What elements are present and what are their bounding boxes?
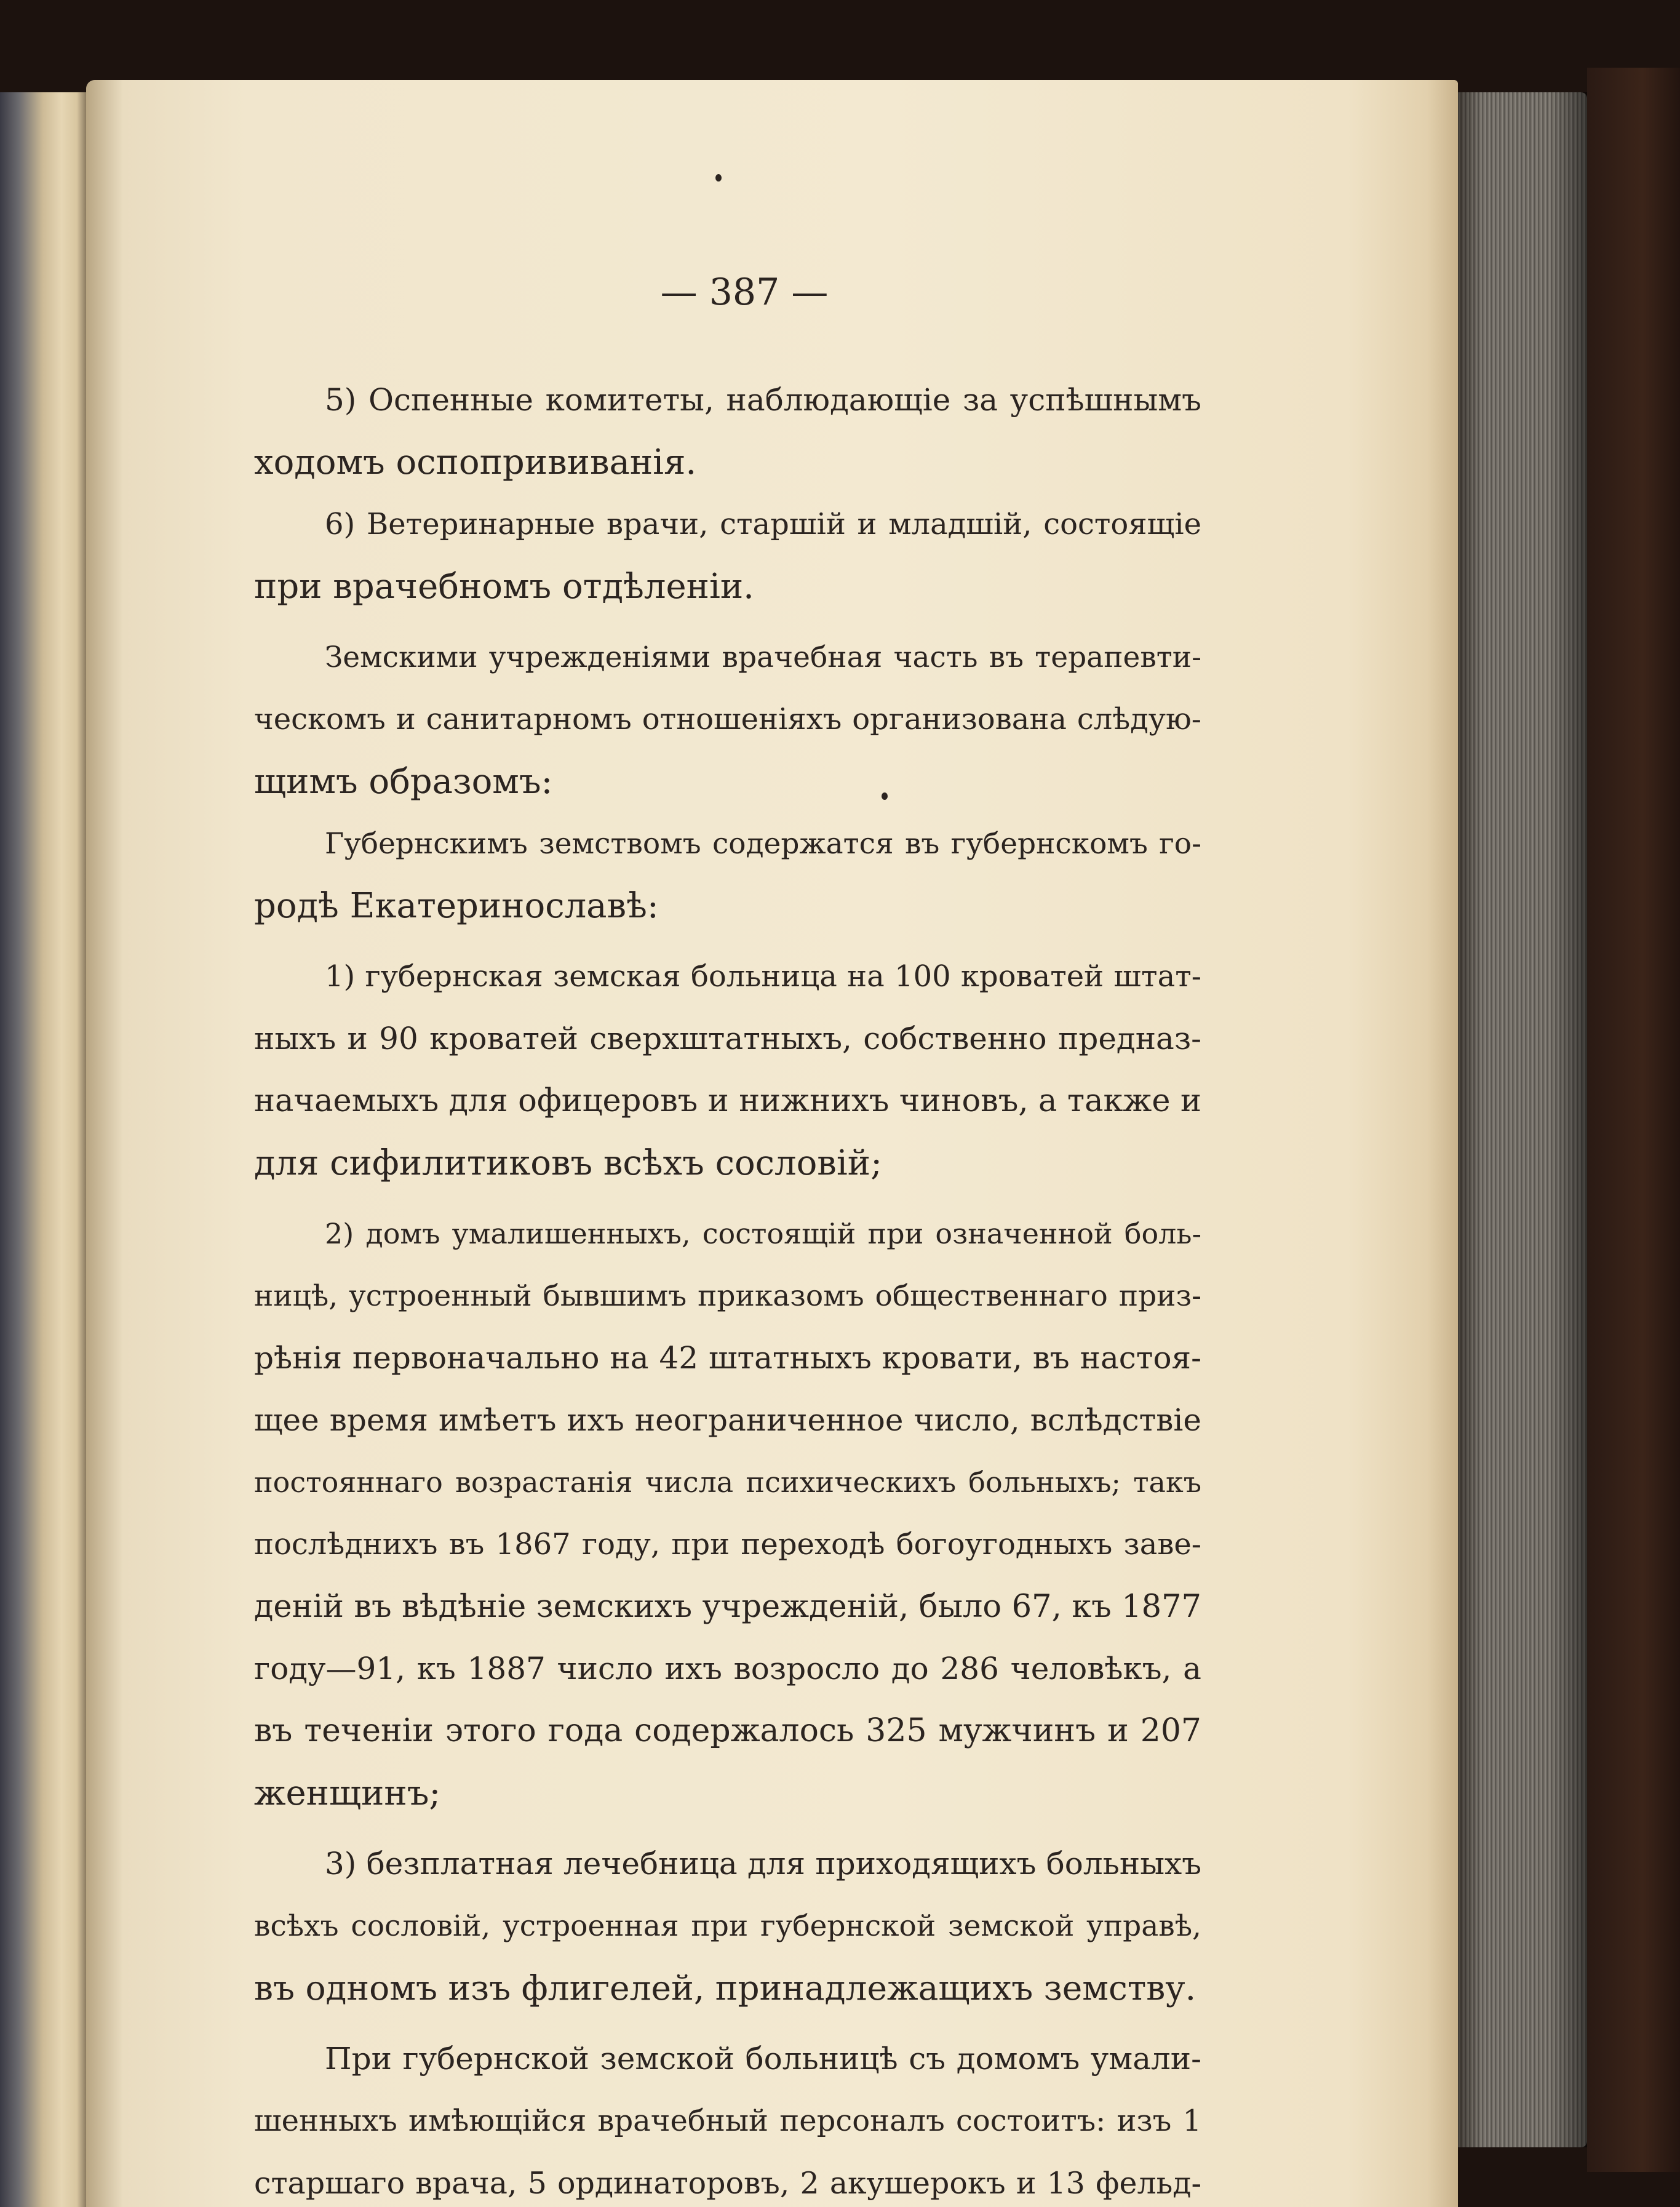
text-line: ческомъ и санитарномъ отношеніяхъ организована слѣдую- (254, 702, 1201, 736)
ink-speck (715, 174, 722, 182)
text-line: ныхъ и 90 кроватей сверхштатныхъ, собственно предназ- (254, 1021, 1201, 1056)
text-line: въ теченіи этого года содержалось 325 мужчинъ и 207 (254, 1712, 1201, 1749)
paragraph-gap (254, 1194, 1201, 1203)
text-line: Губернскимъ земствомъ содержатся въ губернскомъ го- (325, 827, 1201, 861)
text-line: начаемыхъ для офицеровъ и нижнихъ чиновъ, а также и (254, 1083, 1201, 1119)
paragraph-gap (254, 618, 1201, 626)
left-page-edge (0, 92, 86, 2207)
text-line: деній въ вѣдѣніе земскихъ учрежденій, было 67, къ 1877 (254, 1589, 1201, 1625)
text-line: постояннаго возрастанія числа психическихъ больныхъ; такъ (254, 1466, 1201, 1499)
text-line: родѣ Екатеринославѣ: (254, 886, 659, 926)
text-line: ницѣ, устроенный бывшимъ приказомъ общественнаго приз- (254, 1279, 1201, 1313)
text-line: женщинъ; (254, 1773, 441, 1813)
text-line: 3) безплатная лечебница для приходящихъ больныхъ (325, 1846, 1201, 1882)
text-line: 6) Ветеринарные врачи, старшій и младшій, состоящіе (325, 507, 1201, 541)
text-line: для сифилитиковъ всѣхъ сословій; (254, 1143, 882, 1183)
text-line: послѣднихъ въ 1867 году, при переходѣ богоугодныхъ заве- (254, 1527, 1201, 1562)
text-line: 1) губернская земская больница на 100 кроватей штат- (325, 959, 1201, 994)
paragraph-gap (254, 1824, 1201, 1833)
text-line: при врачебномъ отдѣленіи. (254, 567, 754, 607)
text-line: ходомъ оспопрививанія. (254, 442, 697, 482)
paragraph-gap (254, 937, 1201, 946)
text-line: При губернской земской больницѣ съ домомъ умали- (325, 2041, 1201, 2077)
text-line: рѣнія первоначально на 42 штатныхъ кровати, въ настоя- (254, 1340, 1201, 1376)
text-line: году—91, къ 1887 число ихъ возросло до 286 человѣкъ, а (254, 1651, 1201, 1686)
text-line: въ одномъ изъ флигелей, принадлежащихъ земству. (254, 1968, 1196, 2008)
page-text (254, 274, 1201, 2207)
text-line: всѣхъ сословій, устроенная при губернской земской управѣ, (254, 1909, 1201, 1943)
text-line: щимъ образомъ: (254, 762, 553, 802)
text-line: 2) домъ умалишенныхъ, состоящій при означенной боль- (325, 1217, 1201, 1250)
paragraph-gap (254, 2019, 1201, 2028)
book-cover (1587, 68, 1680, 2172)
text-line: щее время имѣетъ ихъ неограниченное число, вслѣдствіе (254, 1402, 1201, 1438)
text-line: Земскими учрежденіями врачебная часть въ терапевти- (325, 641, 1201, 674)
text-line: шенныхъ имѣющійся врачебный персоналъ состоитъ: изъ 1 (254, 2104, 1201, 2138)
page-number: — 387 — (660, 271, 829, 314)
page-block-edge (1458, 92, 1587, 2147)
text-line: старшаго врача, 5 ординаторовъ, 2 акушерокъ и 13 фельд- (254, 2166, 1201, 2201)
text-line: 5) Оспенные комитеты, наблюдающіе за успѣшнымъ (325, 382, 1201, 418)
